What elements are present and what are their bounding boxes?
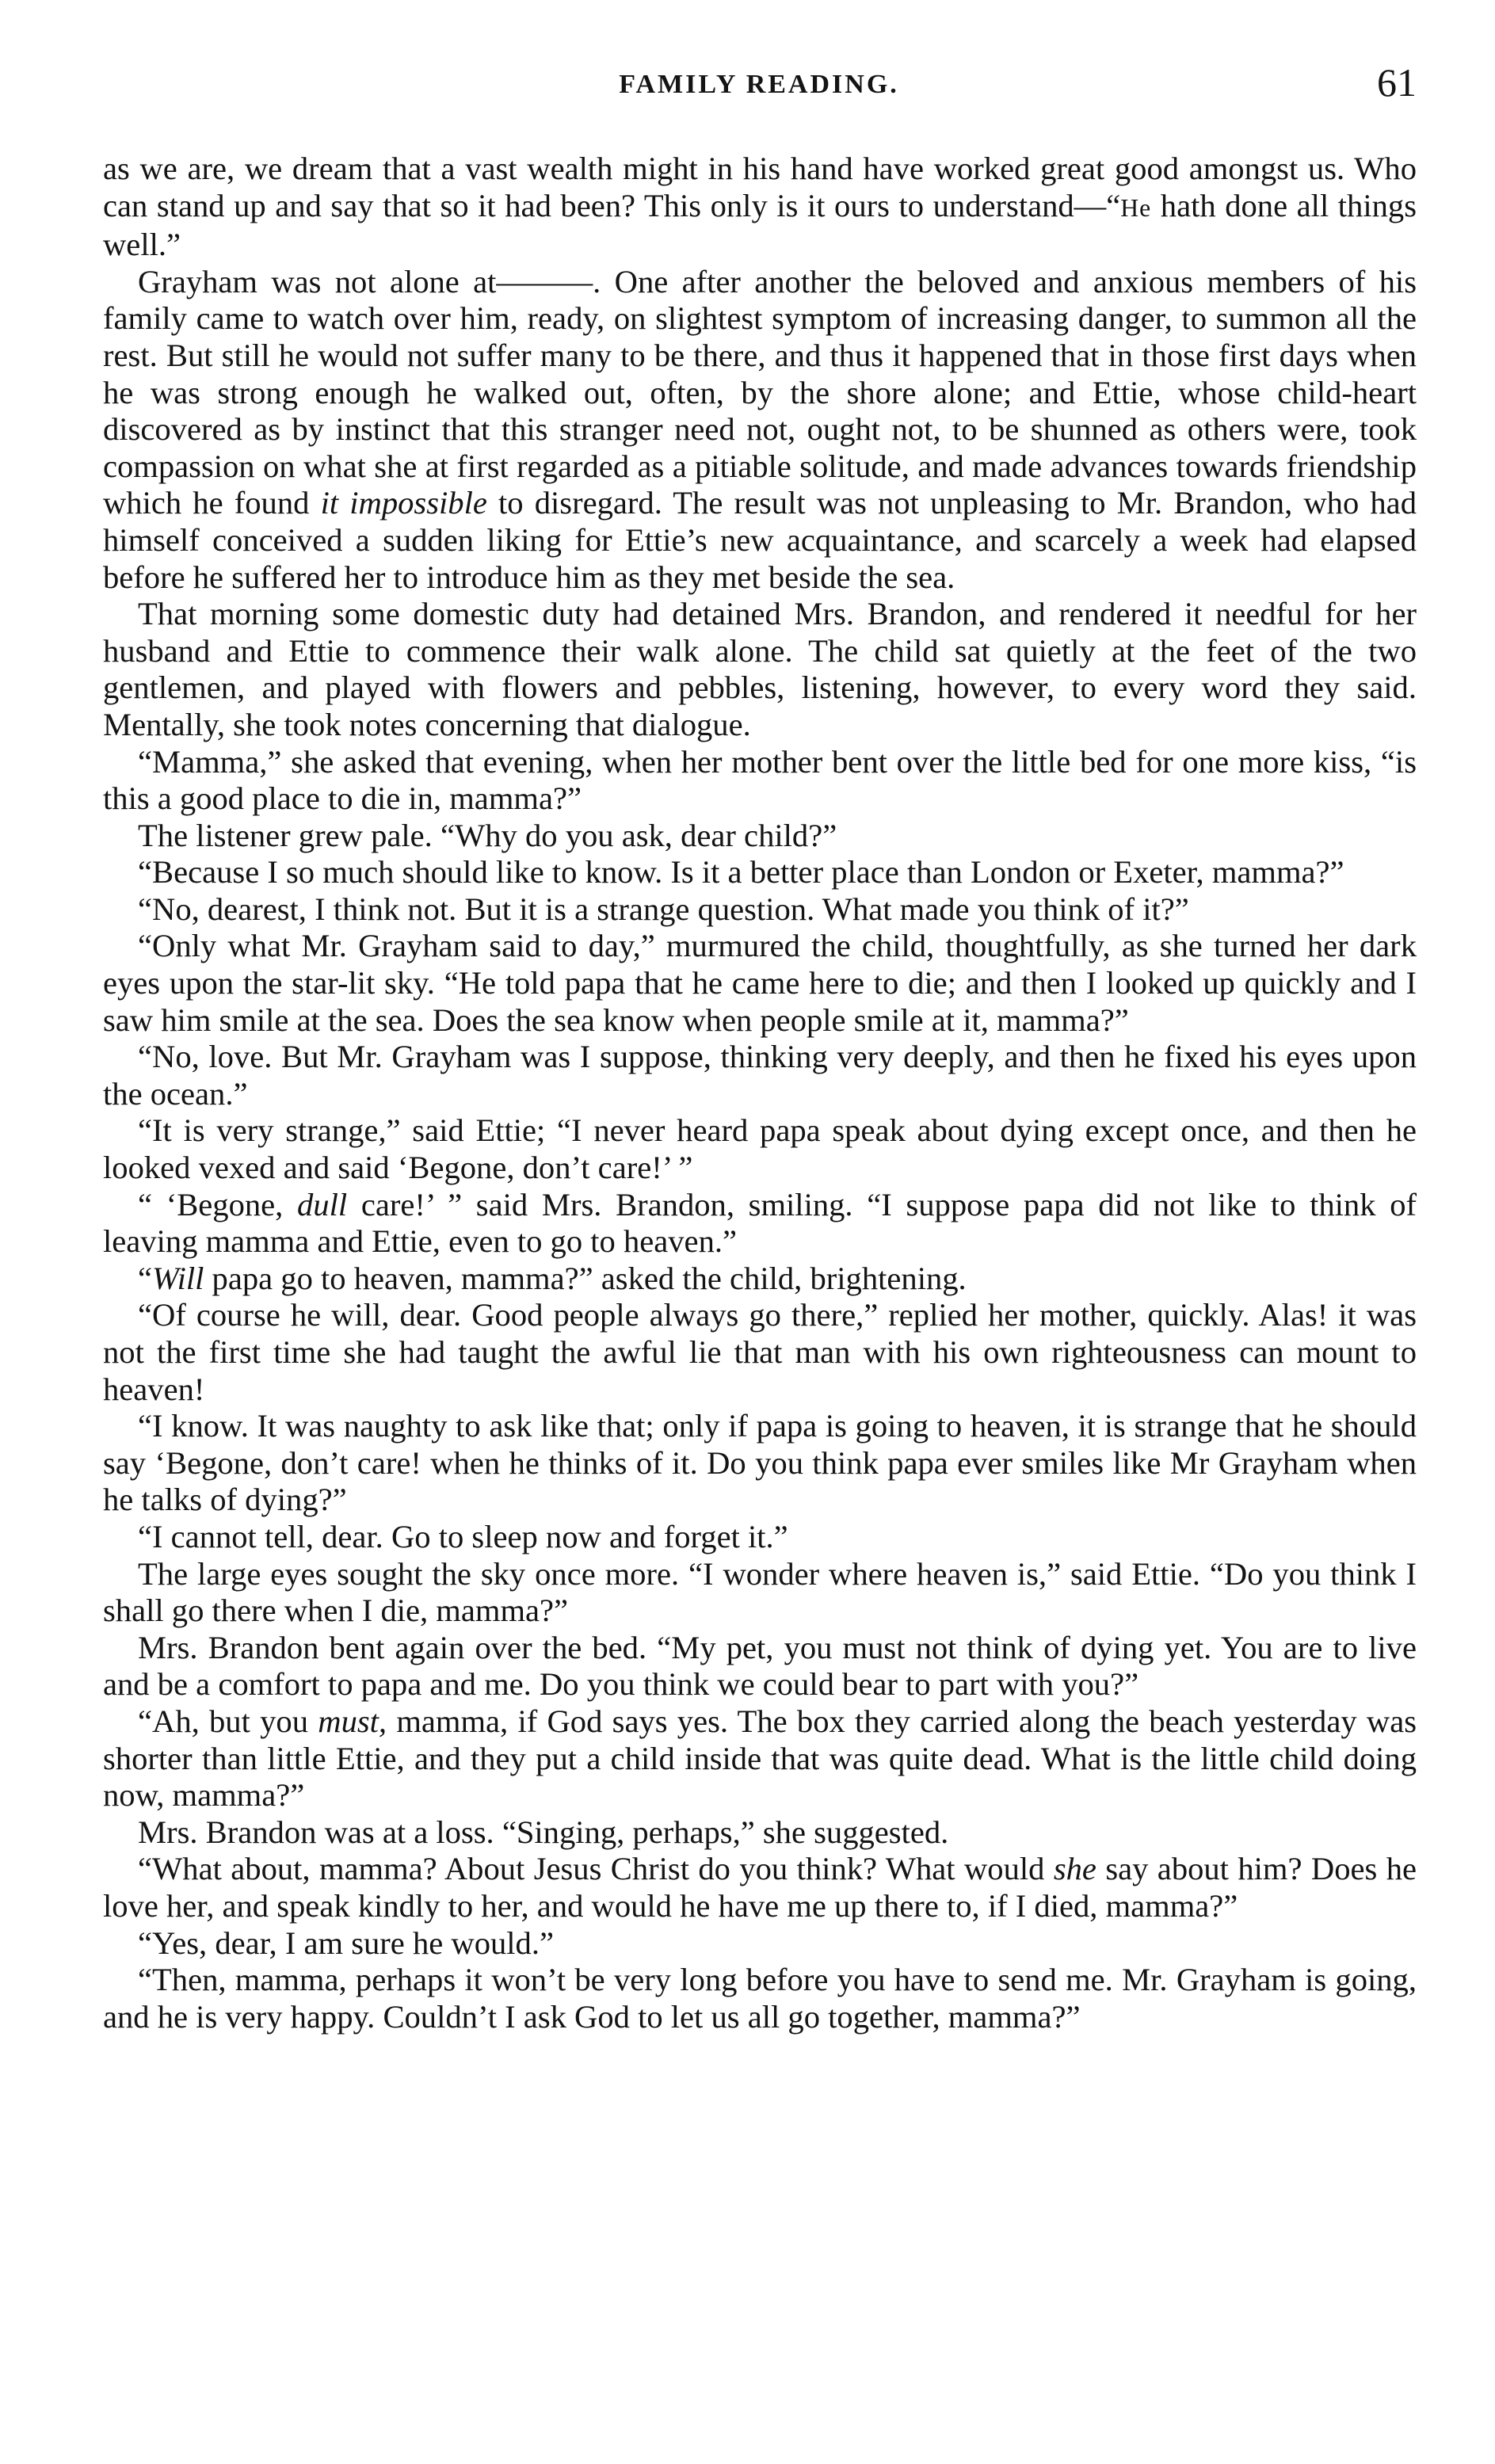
- paragraph: [103, 1814, 1417, 1852]
- text-run: papa go to heaven, mamma?” asked the child, brightening.: [204, 1260, 967, 1296]
- small-caps-text: He: [1120, 193, 1152, 222]
- text-run: “It is very strange,” said Ettie; “I never heard papa speak about dying except once, and then he looked vexed and said ‘Begone, don’t care!’ ”: [103, 1112, 1417, 1186]
- text-run: “Then, mamma, perhaps it won’t be very long before you have to send me. Mr. Grayham is going, and he is very happy. Couldn’t I ask God to let us all go together, mamma?”: [103, 1962, 1417, 2035]
- paragraph: [103, 1703, 1417, 1814]
- paragraph: [103, 854, 1417, 891]
- paragraph: [103, 1408, 1417, 1519]
- paragraph: [103, 1187, 1417, 1261]
- paragraph: [103, 1112, 1417, 1186]
- paragraph: [103, 1261, 1417, 1298]
- text-run: “Ah, but you: [138, 1703, 318, 1739]
- italic-text: must,: [318, 1703, 387, 1739]
- page-number: 61: [1377, 60, 1417, 105]
- text-run: “I cannot tell, dear. Go to sleep now and forget it.”: [138, 1518, 788, 1554]
- paragraph: [103, 818, 1417, 855]
- text-run: to disregard. The result was not unpleasing to Mr. Brandon, who had himself conceived a sudden liking for Ettie’s new acquaintance, and scarcely a week had elapsed before he suffered her to introduce him as they met beside the sea.: [103, 485, 1417, 595]
- text-run: The listener grew pale. “Why do you ask, dear child?”: [138, 817, 837, 853]
- italic-text: Will: [152, 1260, 204, 1296]
- text-run: hath done all things well.”: [103, 187, 1417, 263]
- text-run: “Yes, dear, I am sure he would.”: [138, 1924, 554, 1961]
- text-run: say about him? Does he love her, and speak kindly to her, and would he have me up there to, if I died, mamma?”: [103, 1851, 1417, 1924]
- text-run: “What about, mamma? About Jesus Christ do you think? What would: [138, 1851, 1054, 1887]
- paragraph: [103, 1556, 1417, 1630]
- text-run: “No, dearest, I think not. But it is a strange question. What made you think of it?”: [138, 891, 1189, 927]
- paragraph: [103, 928, 1417, 1039]
- text-run: “No, love. But Mr. Grayham was I suppose, thinking very deeply, and then he fixed his eyes upon the ocean.”: [103, 1039, 1417, 1112]
- text-run: mamma, if God says yes. The box they carried along the beach yesterday was shorter than little Ettie, and they put a child inside that was quite dead. What is the little child doing now, mamma?”: [103, 1703, 1417, 1814]
- paragraph: [103, 891, 1417, 929]
- italic-text: she: [1053, 1851, 1096, 1887]
- text-run: That morning some domestic duty had detained Mrs. Brandon, and rendered it needful for her husband and Ettie to commence their walk alone. The child sat quietly at the feet of the two gentlemen, and played with flowers and pebbles, listening, however, to every word they said. Mentally, she took notes concerning that dialogue.: [103, 596, 1417, 742]
- paragraph: [103, 1630, 1417, 1703]
- text-run: “Of course he will, dear. Good people always go there,” replied her mother, quickly. Alas! it was not the first time she had taught the awful lie that man with his own righteousness can mount to heaven!: [103, 1297, 1417, 1407]
- paragraph: [103, 1039, 1417, 1112]
- text-run: The large eyes sought the sky once more. “I wonder where heaven is,” said Ettie. “Do you think I shall go there when I die, mamma?”: [103, 1555, 1417, 1629]
- paragraph: [103, 596, 1417, 743]
- text-run: as we are, we dream that a vast wealth might in his hand have worked great good amongst us. Who can stand up and say that so it had been? This only is it ours to understand—“: [103, 151, 1417, 223]
- text-run: Grayham was not alone at———. One after another the beloved and anxious members of his family came to watch over him, ready, on slightest symptom of increasing danger, to summon all the rest. But still he would not suffer many to be there, and thus it happened that in those first days when he was strong enough he walked out, often, by the shore alone; and Ettie, whose child-heart discovered as by instinct that this stranger need not, ought not, to be shunned as others were, took compassion on what she at first regarded as a pitiable solitude, and made advances towards friendship which he found: [103, 263, 1417, 521]
- paragraph: [103, 264, 1417, 596]
- text-run: Mrs. Brandon bent again over the bed. “My pet, you must not think of dying yet. You are to live and be a comfort to papa and me. Do you think we could bear to part with you?”: [103, 1629, 1417, 1703]
- text-run: care!’ ” said Mrs. Brandon, smiling. “I suppose papa did not like to think of leaving mamma and Ettie, even to go to heaven.”: [103, 1186, 1417, 1260]
- text-run: Mrs. Brandon was at a loss. “Singing, perhaps,” she suggested.: [138, 1814, 949, 1850]
- italic-text: it impossible: [320, 485, 487, 521]
- paragraph: [103, 1851, 1417, 1924]
- text-run: “: [138, 1260, 153, 1296]
- paragraph: [103, 744, 1417, 818]
- text-run: “I know. It was naughty to ask like that; only if papa is going to heaven, it is strange that he should say ‘Begone, don’t care! when he thinks of it. Do you think papa ever smiles like Mr Grayham when he talks of dying?”: [103, 1408, 1417, 1518]
- paragraph: [103, 1519, 1417, 1556]
- italic-text: dull: [297, 1186, 348, 1222]
- paragraph: [103, 1962, 1417, 2035]
- text-run: “Because I so much should like to know. Is it a better place than London or Exeter, mamma?”: [138, 854, 1344, 891]
- page-header: [101, 60, 1417, 124]
- body-text: [103, 151, 1417, 2035]
- text-run: “ ‘Begone,: [138, 1186, 298, 1222]
- paragraph: [103, 151, 1417, 264]
- text-run: “Only what Mr. Grayham said to day,” murmured the child, thoughtfully, as she turned her dark eyes upon the star-lit sky. “He told papa that he came here to die; and then I looked up quickly and I saw him smile at the sea. Does the sea know when people smile at it, mamma?”: [103, 928, 1417, 1038]
- paragraph: [103, 1925, 1417, 1962]
- paragraph: [103, 1297, 1417, 1408]
- text-run: “Mamma,” she asked that evening, when her mother bent over the little bed for one more kiss, “is this a good place to die in, mamma?”: [103, 743, 1417, 817]
- running-head: FAMILY READING.: [619, 70, 899, 99]
